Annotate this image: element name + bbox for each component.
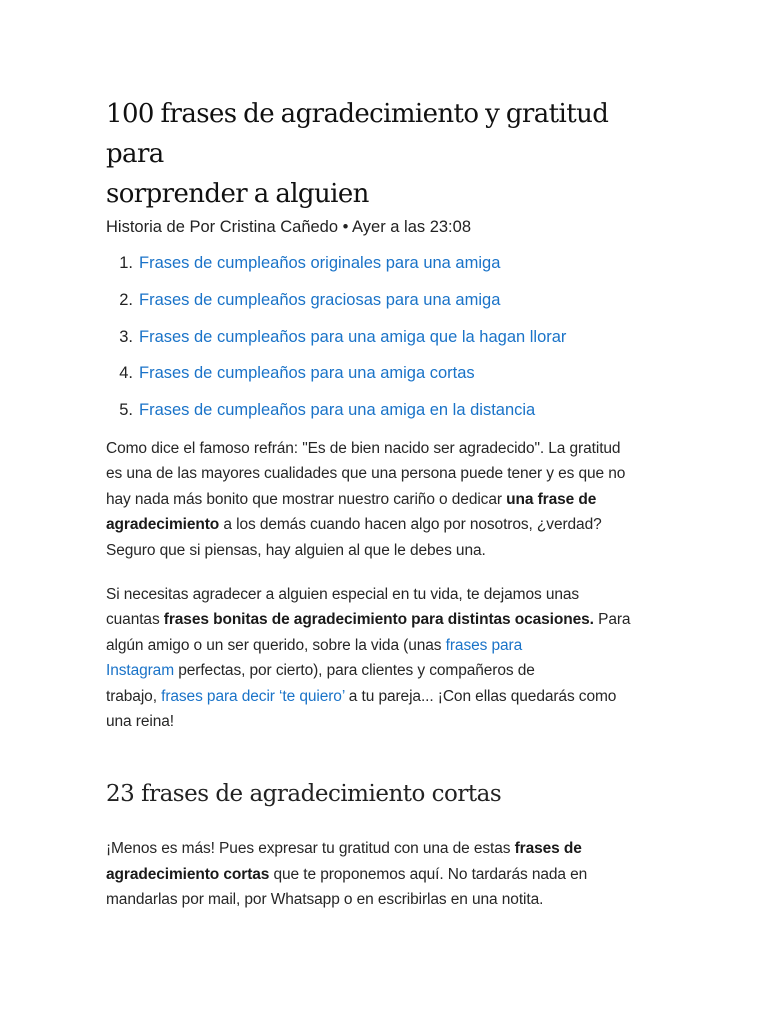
paragraph-line: es una de las mayores cualidades que una persona puede tener y es que no (106, 465, 626, 483)
toc-link-distancia[interactable]: Frases de cumpleaños para una amiga en la distancia (139, 401, 536, 420)
toc-item (106, 326, 654, 363)
bold-phrase: frases bonitas de agradecimiento para distintas ocasiones. (163, 611, 594, 629)
paragraph-line: una reina! (106, 713, 174, 731)
article-title (106, 94, 654, 214)
section-heading: 23 frases de agradecimiento cortas (106, 781, 502, 808)
link-frases-instagram[interactable]: frases para (445, 636, 523, 654)
paragraph-line: trabajo, (106, 687, 162, 705)
toc-item-number: 1. (119, 254, 133, 272)
paragraph-line: ¡Menos es más! Pues expresar tu gratitud con una de estas (106, 840, 515, 858)
paragraph-line: que te proponemos aquí. No tardarás nada en (269, 865, 588, 883)
intro-paragraph (106, 436, 654, 563)
toc-link-graciosas[interactable]: Frases de cumpleaños graciosas para una amiga (139, 290, 501, 309)
article-title-line-2: sorprender a alguien (106, 179, 369, 209)
paragraph-line: Como dice el famoso refrán: "Es de bien nacido ser agradecido". La gratitud (106, 439, 621, 457)
paragraph-line: mandarlas por mail, por Whatsapp o en escribirlas en una notita. (106, 891, 544, 909)
paragraph-line: hay nada más bonito que mostrar nuestro cariño o dedicar (106, 490, 507, 508)
bold-phrase: una frase de (506, 490, 597, 508)
paragraph-line: a tu pareja... ¡Con ellas quedarás como (344, 687, 617, 705)
article-title-line-1: 100 frases de agradecimiento y gratitud para (106, 99, 609, 169)
toc-link-llorar[interactable]: Frases de cumpleaños para una amiga que la hagan llorar (139, 327, 567, 346)
link-frases-instagram[interactable]: Instagram (106, 662, 175, 680)
toc-item (106, 252, 654, 289)
section-paragraph (106, 836, 654, 912)
paragraph-line: perfectas, por cierto), para clientes y compañeros de (174, 662, 535, 680)
article (106, 94, 654, 913)
paragraph-line: a los demás cuando hacen algo por nosotros, ¿verdad? (219, 516, 602, 534)
article-byline: Historia de Por Cristina Cañedo • Ayer a las 23:08 (106, 218, 471, 236)
link-frases-te-quiero[interactable]: frases para decir ‘te quiero’ (161, 687, 345, 705)
toc-item-number: 5. (119, 401, 133, 420)
paragraph-line: Si necesitas agradecer a alguien especial en tu vida, te dejamos unas (106, 586, 580, 604)
toc-link-originales[interactable]: Frases de cumpleaños originales para una amiga (139, 254, 501, 272)
toc-item-number: 3. (119, 327, 133, 346)
second-paragraph (106, 582, 654, 734)
paragraph-line: Seguro que si piensas, hay alguien al que le debes una. (106, 541, 486, 559)
bold-phrase: agradecimiento (106, 516, 220, 534)
paragraph-line: cuantas (106, 611, 164, 629)
toc-link-cortas[interactable]: Frases de cumpleaños para una amiga cortas (139, 364, 475, 383)
bold-phrase: frases de (514, 840, 582, 858)
toc-item-number: 4. (119, 364, 133, 383)
table-of-contents (106, 252, 654, 436)
toc-item (106, 399, 654, 436)
toc-item (106, 289, 654, 326)
toc-item-number: 2. (119, 290, 133, 309)
toc-item (106, 362, 654, 399)
bold-phrase: agradecimiento cortas (106, 865, 270, 883)
paragraph-line: algún amigo o un ser querido, sobre la vida (unas (106, 636, 446, 654)
paragraph-line: Para (593, 611, 631, 629)
